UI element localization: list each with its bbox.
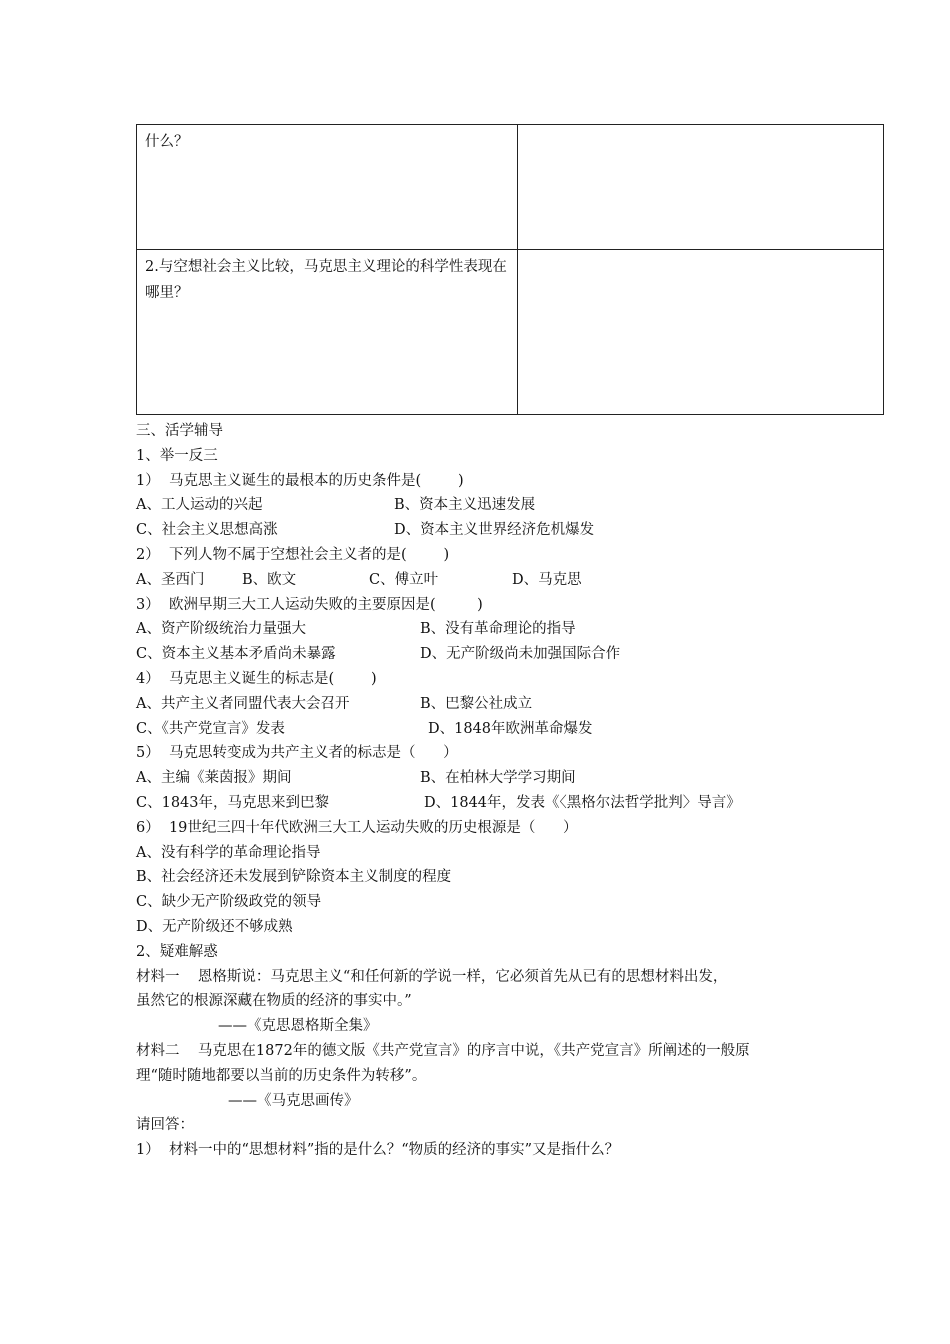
options-row [136, 518, 856, 543]
material-2-text: 理“随时随地都要以当前的历史条件为转移”。 [136, 1067, 427, 1084]
option-b: B、没有革命理论的指导 [420, 621, 576, 638]
answer-cell[interactable] [518, 125, 884, 250]
option-c: C、1843年，马克思来到巴黎 [136, 794, 329, 811]
option-d: D、马克思 [512, 571, 582, 588]
question-4: 4） 马克思主义诞生的标志是( ) [136, 670, 377, 687]
option-b: B、巴黎公社成立 [420, 695, 533, 712]
question-5: 5） 马克思转变成为共产主义者的标志是（ ） [136, 745, 458, 762]
option-a: A、圣西门 [136, 571, 205, 588]
material-2-text: 材料二 马克思在1872年的德文版《共产党宣言》的序言中说，《共产党宣言》所阐述的一般原 [136, 1042, 750, 1059]
options-row [136, 692, 856, 717]
subsection-heading: 2、疑难解惑 [136, 943, 218, 960]
option-d: D、无产阶级尚未加强国际合作 [420, 646, 621, 663]
material-1-text: 材料一 恩格斯说：马克思主义“和任何新的学说一样，它必须首先从已有的思想材料出发， [136, 968, 728, 985]
subsection-heading: 1、举一反三 [136, 447, 218, 464]
option-c: C、资本主义基本矛盾尚未暴露 [136, 646, 336, 663]
material-2-source: ——《马克思画传》 [228, 1092, 359, 1109]
options-row [136, 493, 856, 518]
prompt-label: 请回答： [136, 1117, 194, 1134]
options-row [136, 791, 856, 816]
material-1-source: ——《克思恩格斯全集》 [218, 1018, 378, 1035]
question-3: 3） 欧洲早期三大工人运动失败的主要原因是( ) [136, 596, 483, 613]
options-row [136, 617, 856, 642]
option-a: A、工人运动的兴起 [136, 497, 263, 514]
option-a: A、共产主义者同盟代表大会召开 [136, 695, 350, 712]
question-1: 1） 马克思主义诞生的最根本的历史条件是( ) [136, 472, 464, 489]
options-row [136, 717, 856, 742]
option-c: C、社会主义思想高涨 [136, 522, 278, 539]
option-b: B、欧文 [242, 571, 297, 588]
table-row [137, 250, 884, 415]
answer-cell[interactable] [518, 250, 884, 415]
options-row [136, 766, 856, 791]
option-d: D、资本主义世界经济危机爆发 [394, 522, 595, 539]
option-d: D、无产阶级还不够成熟 [136, 918, 293, 935]
question-6: 6） 19世纪三四十年代欧洲三大工人运动失败的历史根源是（ ） [136, 819, 578, 836]
option-a: A、资产阶级统治力量强大 [136, 621, 306, 638]
answer-question-1: 1） 材料一中的“思想材料”指的是什么？“物质的经济的事实”又是指什么？ [136, 1142, 620, 1159]
option-b: B、在柏林大学学习期间 [420, 770, 576, 787]
table-row [137, 125, 884, 250]
option-d: D、1844年，发表《〈黑格尔法哲学批判〉导言》 [424, 794, 741, 811]
section-heading: 三、活学辅导 [136, 423, 223, 439]
exercise-content [136, 419, 856, 1163]
option-b: B、社会经济还未发展到铲除资本主义制度的程度 [136, 869, 452, 886]
options-row [136, 568, 856, 593]
question-cell: 2.与空想社会主义比较，马克思主义理论的科学性表现在哪里？ [137, 250, 518, 415]
option-c: C、《共产党宣言》发表 [136, 720, 285, 737]
option-a: A、主编《莱茵报》期间 [136, 770, 292, 787]
option-b: B、资本主义迅速发展 [394, 497, 536, 514]
question-cell: 什么？ [137, 125, 518, 250]
option-c: C、缺少无产阶级政党的领导 [136, 894, 322, 911]
material-1-text: 虽然它的根源深藏在物质的经济的事实中。” [136, 993, 412, 1010]
option-d: D、1848年欧洲革命爆发 [428, 720, 593, 737]
option-a: A、没有科学的革命理论指导 [136, 844, 321, 861]
question-2: 2） 下列人物不属于空想社会主义者的是( ) [136, 546, 450, 563]
option-c: C、傅立叶 [369, 571, 439, 588]
question-table [136, 124, 884, 415]
options-row [136, 642, 856, 667]
